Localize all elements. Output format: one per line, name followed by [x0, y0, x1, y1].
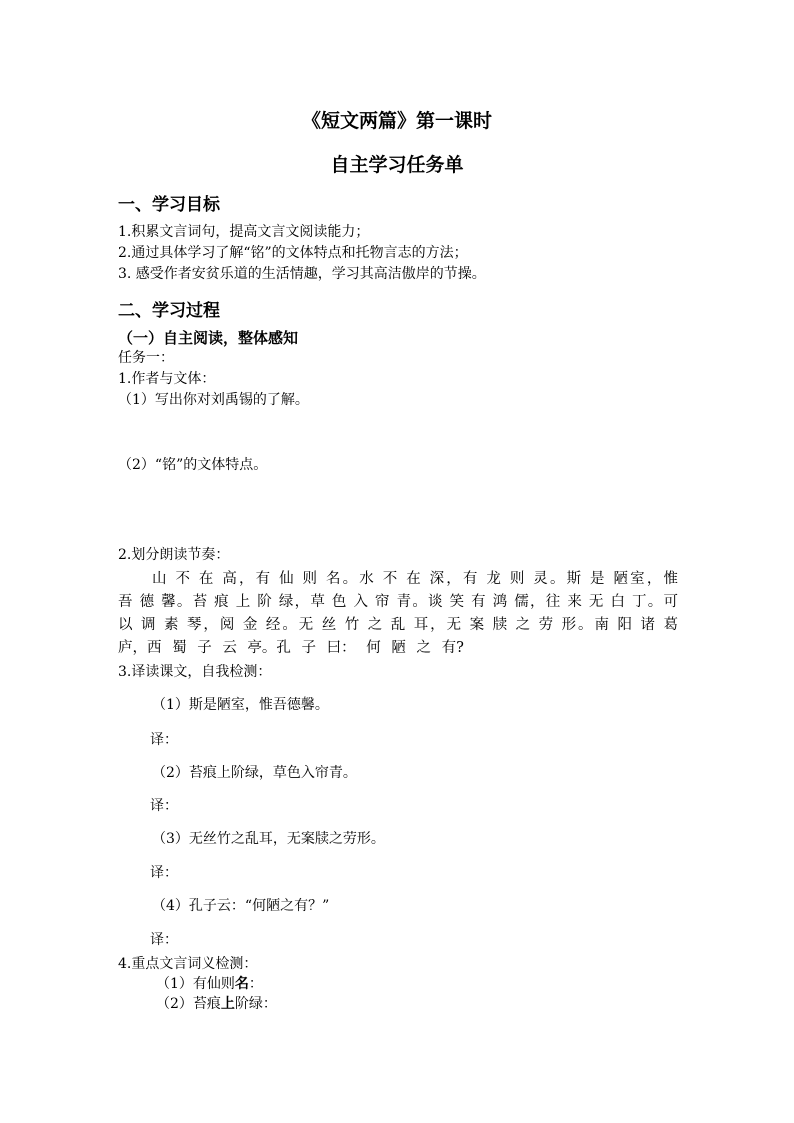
classical-passage: [118, 568, 678, 660]
passage-line: 吾 德 馨。苔 痕 上 阶 绿，草 色 入 帘 青。谈 笑 有 鸿 儒，往 来 无 白 丁。可: [118, 594, 678, 610]
document-subtitle: 自主学习任务单: [330, 154, 464, 176]
item-translation: 3.译读课文，自我检测：: [118, 664, 272, 680]
item-reading-rhythm: 2.划分朗读节奏：: [118, 547, 230, 563]
section-heading-goals: 一、学习目标: [118, 195, 220, 215]
goal-item: 1.积累文言词句，提高文言文阅读能力；: [118, 224, 370, 240]
translation-sentence: （2）苔痕上阶绿，草色入帘青。: [152, 765, 357, 781]
goal-item: 2.通过具体学习了解“铭”的文体特点和托物言志的方法；: [118, 245, 468, 261]
translation-sentence: （4）孔子云：“何陋之有？”: [152, 898, 330, 914]
passage-line: 以 调 素 琴，阅 金 经。无 丝 竹 之 乱 耳，无 案 牍 之 劳 形。南 阳 诸 葛: [118, 617, 678, 633]
translation-sentence: （3）无丝竹之乱耳，无案牍之劳形。: [152, 831, 385, 847]
section-heading-process: 二、学习过程: [118, 301, 220, 321]
vocab-key-word: 上: [220, 996, 235, 1012]
vocab-item: [156, 995, 277, 1013]
question-genre: （2）“铭”的文体特点。: [118, 457, 268, 473]
subsection-heading: （一）自主阅读，整体感知: [118, 329, 299, 347]
item-vocab-check: 4.重点文言词义检测：: [118, 956, 258, 972]
translation-label: 译：: [150, 865, 178, 881]
translation-sentence: （1）斯是陋室，惟吾德馨。: [152, 697, 329, 713]
vocab-suffix: ：: [248, 976, 263, 992]
question-author: （1）写出你对刘禹锡的了解。: [118, 392, 309, 408]
goal-item: 3. 感受作者安贫乐道的生活情趣，学习其高洁傲岸的节操。: [118, 266, 486, 282]
vocab-prefix: （1）有仙则: [156, 976, 235, 992]
document-title: 《短文两篇》第一课时: [301, 110, 492, 132]
vocab-key-word: 名: [234, 976, 249, 992]
vocab-item: [156, 975, 263, 993]
passage-line: 山 不 在 高，有 仙 则 名。水 不 在 深，有 龙 则 灵。斯 是 陋室，惟: [152, 571, 678, 587]
vocab-suffix: 阶绿：: [234, 996, 277, 1012]
vocab-prefix: （2）苔痕: [156, 996, 221, 1012]
passage-line: 庐，西 蜀 子 云 亭。孔 子 曰： 何 陋 之 有?: [118, 640, 464, 656]
translation-label: 译：: [150, 798, 178, 814]
item-author-genre: 1.作者与文体：: [118, 371, 216, 387]
task-label: 任务一：: [118, 350, 174, 366]
translation-label: 译：: [150, 932, 178, 948]
translation-label: 译：: [150, 732, 178, 748]
